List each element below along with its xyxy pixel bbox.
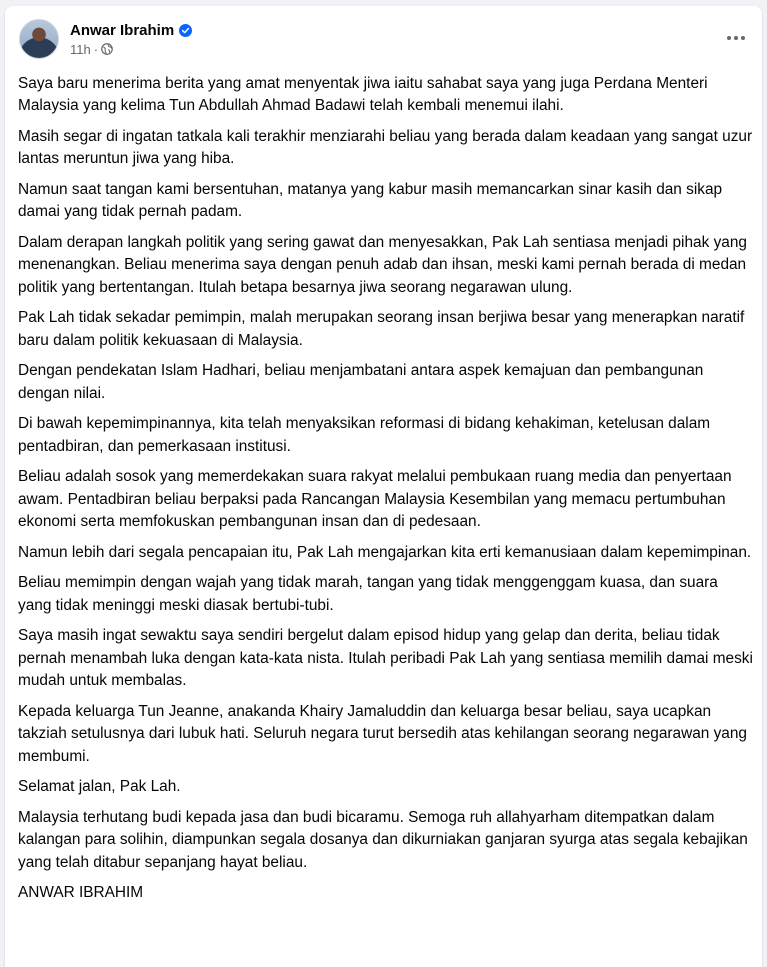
post-paragraph: Di bawah kepemimpinannya, kita telah menyaksikan reformasi di bidang kehakiman, ketelusan dalam pentadbiran, dan pemerkasaan institusi. [18, 415, 711, 455]
post-meta [70, 22, 192, 57]
more-dot [727, 36, 731, 40]
post-paragraph: Pak Lah tidak sekadar pemimpin, malah merupakan seorang insan berjiwa besar yang menerapkan naratif baru dalam politik kekuasaan di Malaysia. [18, 309, 745, 349]
post-paragraph: Kepada keluarga Tun Jeanne, anakanda Khairy Jamaluddin dan keluarga besar beliau, saya ucapkan takziah setulusnya dari lubuk hati. Seluruh negara turut bersedih atas kehilangan seorang negarawan yang membumi. [18, 702, 747, 765]
author-name[interactable]: Anwar Ibrahim [70, 21, 175, 39]
avatar[interactable] [19, 19, 59, 59]
post-paragraph: Beliau adalah sosok yang memerdekakan suara rakyat melalui pembukaan ruang media dan penyertaan awam. Pentadbiran beliau berpaksi pada Rancangan Malaysia Kesembilan yang memacu pertumbuhan ekonomi serta memfokuskan pembangunan insan dan di pedesaan. [18, 468, 732, 531]
post-paragraph: Dengan pendekatan Islam Hadhari, beliau menjambatani antara aspek kemajuan dan pembangunan dengan nilai. [18, 362, 704, 402]
author-row [70, 22, 192, 39]
globe-icon[interactable] [101, 43, 113, 55]
post-paragraph: Namun saat tangan kami bersentuhan, matanya yang kabur masih memancarkan sinar kasih dan sikap damai yang tidak pernah padam. [18, 181, 723, 221]
post-card [5, 6, 762, 967]
post-paragraph: Dalam derapan langkah politik yang sering gawat dan menyesakkan, Pak Lah sentiasa menjadi pihak yang menenangkan. Beliau menerima saya dengan penuh adab dan ihsan, meski kami pernah berada di medan politik yang bertentangan. Itulah betapa besarnya jiwa seorang negarawan ulung. [18, 234, 747, 296]
separator-dot: · [93, 41, 99, 57]
more-dot [741, 36, 745, 40]
post-paragraph: Namun lebih dari segala pencapaian itu, Pak Lah mengajarkan kita erti kemanusiaan dalam kepemimpinan. [18, 543, 752, 561]
post-paragraph: Malaysia terhutang budi kepada jasa dan budi bicaramu. Semoga ruh allahyarham ditempatkan dalam kalangan para solihin, diampunkan segala dosanya dan dikurniakan ganjaran syurga atas segala kebajikan yang telah ditabur sepanjang hayat beliau. [18, 808, 748, 871]
post-paragraph: Saya masih ingat sewaktu saya sendiri bergelut dalam episod hidup yang gelap dan derita, beliau tidak pernah menambah luka dengan kata-kata nista. Itulah peribadi Pak Lah yang sentiasa memilih damai meski mudah untuk membalas. [18, 627, 753, 690]
post-timestamp[interactable]: 11h [70, 41, 91, 57]
post-paragraph: Beliau memimpin dengan wajah yang tidak marah, tangan yang tidak menggenggam kuasa, dan suara yang tidak meninggi meski diasak bertubi-tubi. [18, 574, 718, 614]
post-header [19, 19, 192, 59]
post-paragraph: Saya baru menerima berita yang amat menyentak jiwa iaitu sahabat saya yang juga Perdana Menteri Malaysia yang kelima Tun Abdullah Ahmad Badawi telah kembali menemui ilahi. [18, 75, 708, 115]
post-signature: ANWAR IBRAHIM [18, 884, 144, 902]
more-dot [734, 36, 738, 40]
more-options-icon[interactable] [722, 28, 750, 48]
verified-badge-icon [179, 24, 192, 37]
timestamp-row [70, 42, 192, 57]
post-paragraph: Masih segar di ingatan tatkala kali terakhir menziarahi beliau yang berada dalam keadaan yang sangat uzur lantas meruntun jiwa yang hiba. [18, 128, 753, 168]
post-body [18, 73, 753, 913]
post-paragraph: Selamat jalan, Pak Lah. [18, 778, 181, 796]
